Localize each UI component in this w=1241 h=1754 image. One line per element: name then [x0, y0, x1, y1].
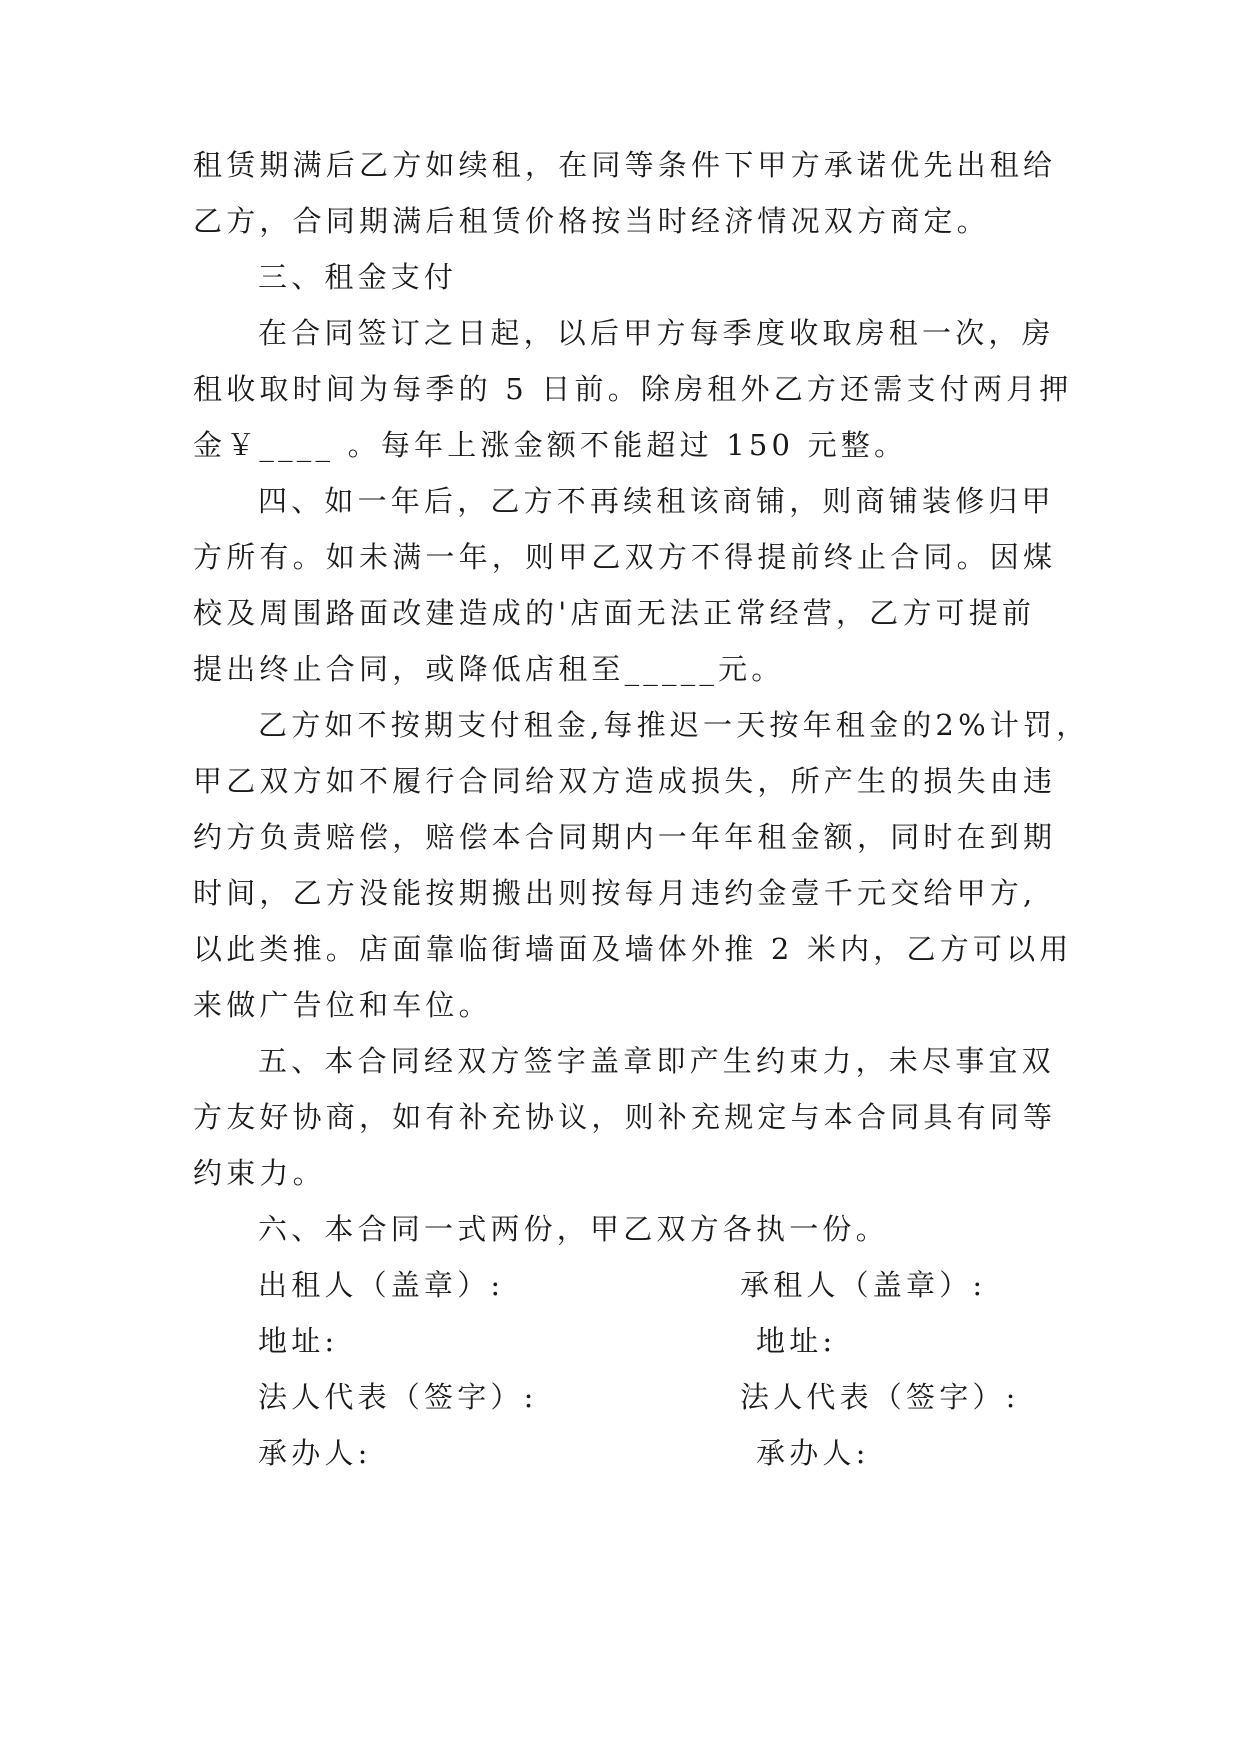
section-heading: 三、租金支付: [258, 260, 458, 294]
lessor-legal-rep-label: 法人代表（签字）:: [258, 1380, 538, 1414]
paragraph-line: 六、本合同一式两份，甲乙双方各执一份。: [258, 1212, 889, 1246]
paragraph-line: 乙方如不按期支付租金,每推迟一天按年租金的2%计罚，: [258, 708, 1090, 742]
paragraph-line: 方所有。如未满一年，则甲乙双方不得提前终止合同。因煤: [193, 540, 1057, 574]
paragraph-line: 四、如一年后，乙方不再续租该商铺，则商铺装修归甲: [258, 484, 1055, 518]
paragraph-line: 在合同签订之日起，以后甲方每季度收取房租一次，房: [258, 316, 1055, 350]
lessee-handler-label: 承办人:: [756, 1436, 870, 1470]
paragraph-line: 租赁期满后乙方如续租，在同等条件下甲方承诺优先出租给: [193, 148, 1057, 182]
lessee-legal-rep-label: 法人代表（签字）:: [740, 1380, 1020, 1414]
paragraph-line: 金￥____ 。每年上涨金额不能超过 150 元整。: [193, 428, 908, 462]
paragraph-line: 甲乙双方如不履行合同给双方造成损失，所产生的损失由违: [193, 764, 1057, 798]
paragraph-line: 方友好协商，如有补充协议，则补充规定与本合同具有同等: [193, 1100, 1057, 1134]
lessor-handler-label: 承办人:: [258, 1436, 372, 1470]
paragraph-line: 以此类推。店面靠临街墙面及墙体外推 2 米内，乙方可以用: [193, 932, 1073, 966]
paragraph-line: 来做广告位和车位。: [193, 988, 492, 1022]
paragraph-line: 约方负责赔偿，赔偿本合同期内一年年租金额，同时在到期: [193, 820, 1057, 854]
paragraph-line: 租收取时间为每季的 5 日前。除房租外乙方还需支付两月押: [193, 372, 1073, 406]
paragraph-line: 五、本合同经双方签字盖章即产生约束力，未尽事宜双: [258, 1044, 1055, 1078]
paragraph-line: 校及周围路面改建造成的'店面无法正常经营，乙方可提前: [193, 596, 1036, 630]
paragraph-line: 时间，乙方没能按期搬出则按每月违约金壹千元交给甲方,: [193, 876, 1037, 910]
lessor-address-label: 地址:: [258, 1324, 339, 1358]
paragraph-line: 提出终止合同，或降低店租至_____元。: [193, 652, 785, 686]
paragraph-line: 乙方，合同期满后租赁价格按当时经济情况双方商定。: [193, 204, 990, 238]
lessor-seal-label: 出租人（盖章）:: [258, 1268, 505, 1302]
lessee-seal-label: 承租人（盖章）:: [740, 1268, 987, 1302]
lessee-address-label: 地址:: [756, 1324, 837, 1358]
paragraph-line: 约束力。: [193, 1156, 326, 1190]
